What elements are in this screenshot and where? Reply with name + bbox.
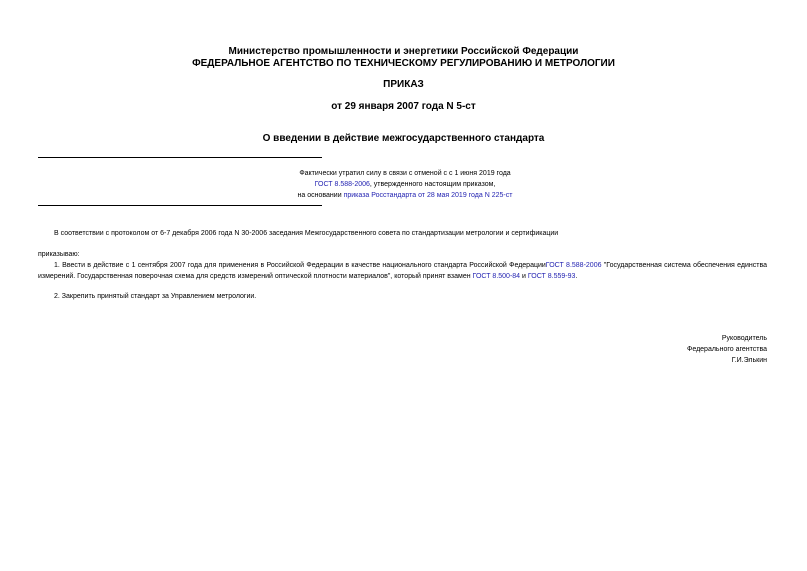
note-divider-bottom (38, 205, 322, 206)
note-line-1: Фактически утратил силу в связи с отменой с с 1 июня 2019 года (299, 170, 511, 177)
signature-position: Руководитель (721, 335, 767, 342)
document-header (0, 46, 807, 70)
note-line-2-text: , утвержденного настоящим приказом, (369, 181, 496, 188)
note-line-3 (200, 190, 610, 201)
gost-8-559-93-link[interactable]: ГОСТ 8.559-93 (527, 273, 576, 280)
order-subject: О введении в действие межгосударственного стандарта (262, 133, 545, 144)
paragraph-preamble: В соответствии с протоколом от 6-7 декабря 2006 года N 30-2006 заседания Межгосударственного совета по стандартизации метрологии и сертификации (54, 230, 559, 237)
paragraph-item-2: 2. Закрепить принятый стандарт за Управлением метрологии. (54, 293, 257, 300)
item-1-middle: "Государственная система обеспечения единства измерений. Государственная поверочная схема для средств измерений оптической плотности материалов", который принят взамен (38, 262, 767, 280)
paragraph-order-word: приказываю: (38, 251, 80, 258)
note-divider-top (38, 157, 322, 158)
item-1-end: . (575, 273, 578, 280)
signature-name: Г.И.Элькин (731, 357, 767, 364)
signature-block (687, 333, 767, 366)
note-line-2 (200, 179, 610, 190)
agency-name: ФЕДЕРАЛЬНОЕ АГЕНТСТВО ПО ТЕХНИЧЕСКОМУ РЕГУЛИРОВАНИЮ И МЕТРОЛОГИИ (192, 58, 615, 69)
order-date: от 29 января 2007 года N 5-ст (331, 101, 476, 112)
gost-8-588-2006-link[interactable]: ГОСТ 8.588-2006 (314, 181, 370, 188)
paragraph-item-1 (38, 260, 767, 282)
signature-agency: Федерального агентства (687, 346, 767, 353)
order-title: ПРИКАЗ (383, 79, 424, 90)
item-1-and: и (520, 273, 528, 280)
ministry-name: Министерство промышленности и энергетики Российской Федерации (228, 46, 579, 57)
gost-8-588-2006-body-link[interactable]: ГОСТ 8.588-2006 (545, 262, 602, 269)
item-1-start: 1. Ввести в действие с 1 сентября 2007 года для применения в Российской Федерации в качестве национального стандарта Российской Федерации (54, 262, 546, 269)
gost-8-500-84-link[interactable]: ГОСТ 8.500-84 (472, 273, 521, 280)
rosstandart-order-link[interactable]: приказа Росстандарта от 28 мая 2019 года N 225-ст (343, 192, 513, 199)
note-line-3-prefix: на основании (297, 192, 344, 199)
status-note (200, 168, 610, 201)
